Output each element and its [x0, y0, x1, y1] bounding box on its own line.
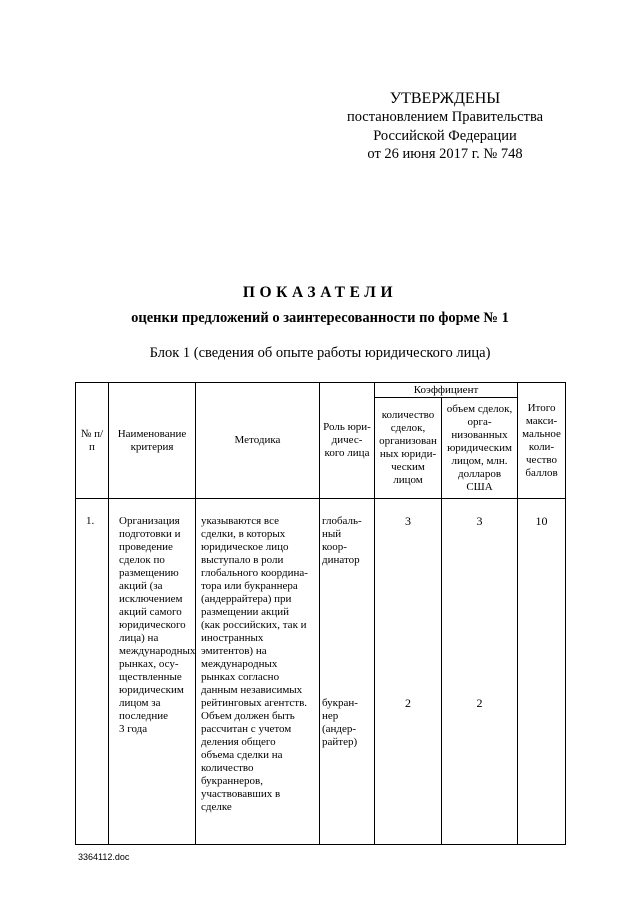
- coef1-cell: [375, 499, 442, 845]
- criterion-line: лица) на: [119, 632, 159, 644]
- criterion-line: подготовки и: [119, 528, 181, 540]
- coef2-bookrunner: 2: [476, 696, 483, 710]
- approval-heading: УТВЕРЖДЕНЫ: [389, 90, 501, 107]
- method-line: букраннеров,: [201, 775, 264, 787]
- method-line: рассчитан с учетом: [201, 723, 292, 735]
- criterion-line: юридического: [119, 619, 186, 631]
- criterion-line: проведение: [119, 541, 173, 553]
- method-text: [201, 515, 319, 814]
- method-line: объема сделки на: [201, 749, 283, 761]
- method-line: (как российских, так и: [201, 619, 307, 631]
- criterion-line: сделок по: [119, 554, 165, 566]
- header-no: № п/п: [76, 383, 109, 499]
- method-line: юридическое лицо: [201, 541, 289, 553]
- role-cell: [320, 499, 375, 845]
- criterion-line: 3 года: [119, 723, 148, 735]
- method-line: размещении акций: [201, 606, 290, 618]
- method-line: количество: [201, 762, 254, 774]
- criterion-line: акций (за: [119, 580, 163, 592]
- method-cell: [196, 499, 320, 845]
- method-line: тора или букраннера: [201, 580, 298, 592]
- criterion-text: [119, 515, 197, 736]
- criterion-line: размещению: [119, 567, 179, 579]
- criterion-cell: [109, 499, 196, 845]
- method-line: сделке: [201, 801, 232, 813]
- total-cell: [518, 499, 566, 845]
- role-global: глобаль- ный коор- динатор: [322, 515, 362, 566]
- header-role: Роль юри-дичес-кого лица: [320, 383, 375, 499]
- method-line: рынках согласно: [201, 671, 280, 683]
- method-line: выступало в роли: [201, 554, 284, 566]
- method-line: участвовавших в: [201, 788, 281, 800]
- criterion-line: рынках, осу-: [119, 658, 179, 670]
- criterion-line: ществленные: [119, 671, 182, 683]
- header-coef-group: Коэффициент: [375, 383, 518, 398]
- approval-block: [330, 86, 560, 164]
- criterion-line: лицом за: [119, 697, 161, 709]
- method-line: международных: [201, 658, 278, 670]
- criteria-table: [75, 382, 566, 845]
- criterion-line: Организация: [119, 515, 180, 527]
- block-title: Блок 1 (сведения об опыте работы юридического лица): [149, 345, 491, 361]
- coef2-cell: [442, 499, 518, 845]
- criterion-line: юридическим: [119, 684, 184, 696]
- method-line: деления общего: [201, 736, 276, 748]
- method-line: сделки, в которых: [201, 528, 286, 540]
- method-line: данным независимых: [201, 684, 303, 696]
- coef2-global: 3: [476, 514, 483, 528]
- method-line: рейтинговых агентств.: [201, 697, 308, 709]
- method-line: иностранных: [201, 632, 264, 644]
- method-line: (андеррайтера) при: [201, 593, 292, 605]
- method-line: указываются все: [201, 515, 279, 527]
- document-subtitle: оценки предложений о заинтересованности по форме № 1: [131, 310, 509, 326]
- header-method: Методика: [196, 383, 320, 499]
- header-coef2: объем сделок, орга-низованных юридическим лицом, млн. долларов США: [442, 398, 518, 499]
- method-line: глобального координа-: [201, 567, 308, 579]
- row-number: 1.: [86, 515, 95, 527]
- coef1-bookrunner: 2: [405, 696, 411, 710]
- criterion-line: исключением: [119, 593, 183, 605]
- approval-line: от 26 июня 2017 г. № 748: [367, 146, 523, 162]
- method-line: Объем должен быть: [201, 710, 295, 722]
- criterion-line: акций самого: [119, 606, 182, 618]
- file-footer: 3364112.doc: [78, 852, 130, 862]
- approval-line: Российской Федерации: [373, 127, 517, 144]
- document-title: ПОКАЗАТЕЛИ: [242, 284, 398, 301]
- approval-line: постановлением Правительства: [346, 109, 544, 125]
- method-line: эмитентов) на: [201, 645, 267, 657]
- header-coef1: количество сделок, организован ных юриди-ческим лицом: [375, 398, 442, 499]
- header-total: Итого макси-мальное коли-чество баллов: [518, 383, 566, 499]
- header-name: Наименование критерия: [109, 383, 196, 499]
- total-global: 10: [535, 514, 548, 528]
- criterion-line: последние: [119, 710, 169, 722]
- role-bookrunner: букран- нер (андер- райтер): [322, 697, 358, 748]
- row-number-cell: [76, 499, 109, 845]
- coef1-global: 3: [405, 514, 411, 528]
- criterion-line: международных: [119, 645, 196, 657]
